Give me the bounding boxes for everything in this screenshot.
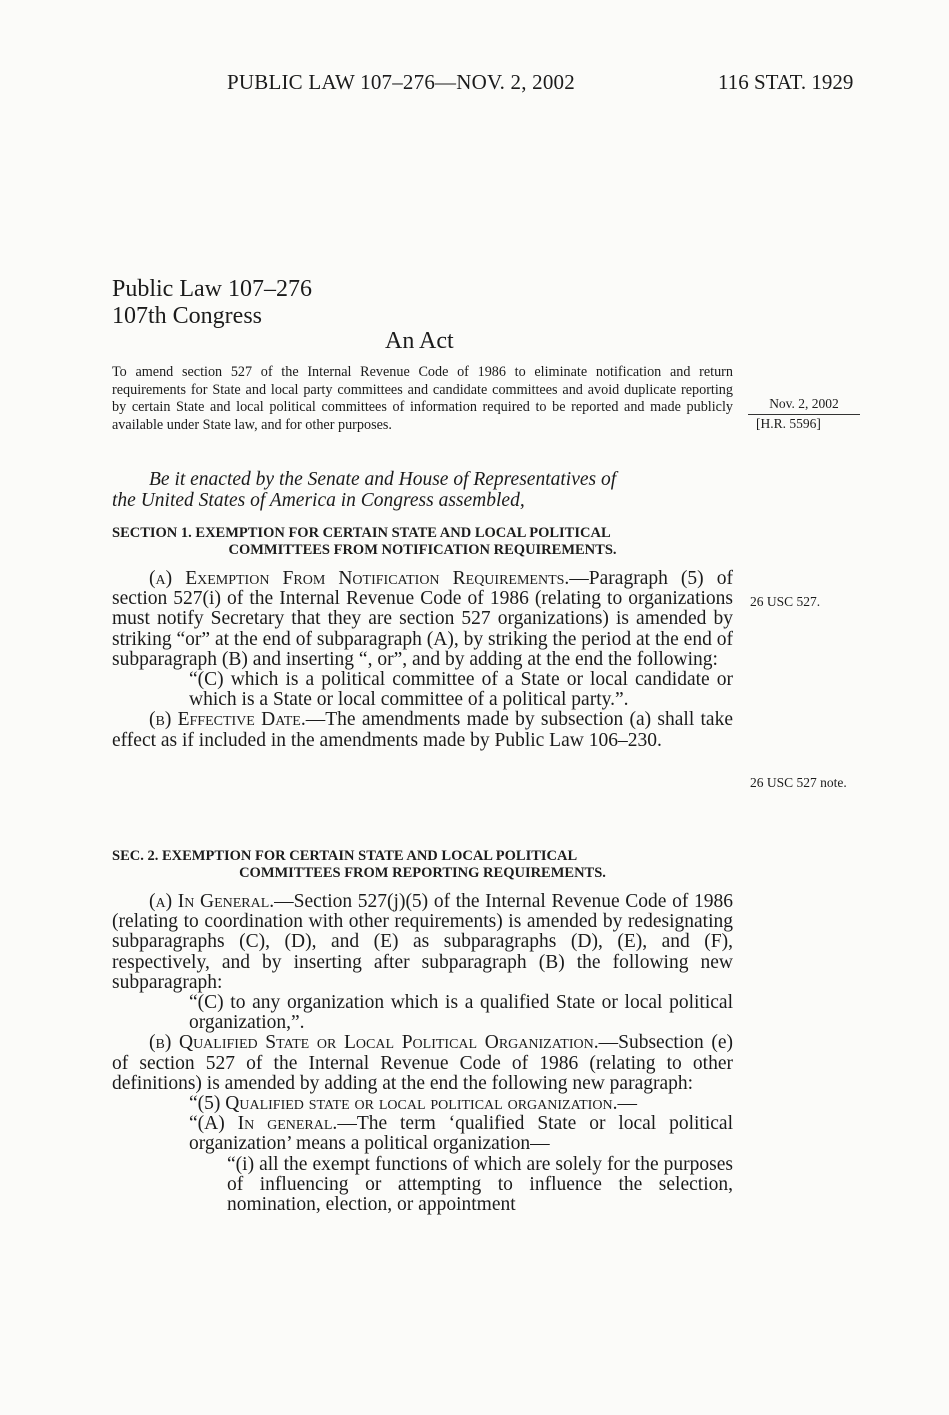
section-heading-line: COMMITTEES FROM NOTIFICATION REQUIREMENTS. [228,542,617,558]
enacting-clause-line: the United States of America in Congress assembled, [112,490,525,511]
subsection-text: —The amendments made by subsection (a) shall take effect as if included in the amendments made by Public Law 106–230. [112,709,733,751]
subsection-a [112,892,733,993]
section-1-heading [112,525,733,559]
public-law-number: Public Law 107–276 [112,276,312,302]
running-header-left: PUBLIC LAW 107–276—NOV. 2, 2002 [227,70,575,94]
subsection-a [112,569,733,670]
subsection-caption: (a) In General. [149,891,275,912]
subsection-caption: (b) Qualified State or Local Political Organization. [149,1032,599,1054]
section-2-heading [112,848,733,882]
subsection-b [112,1033,733,1094]
section-heading-line: COMMITTEES FROM REPORTING REQUIREMENTS. [239,865,606,881]
enacting-clause-line: Be it enacted by the Senate and House of Representatives of [149,469,617,490]
subparagraph-text: —The term ‘qualified State or local political organization’ means a political organization— [189,1113,734,1155]
enacting-clause [112,469,732,511]
bill-number-note: [H.R. 5596] [756,416,821,431]
quoted-clause-i: “(i) all the exempt functions of which are solely for the purposes of influencing or attempting to influence the selection, nomination, election, or appointment [227,1153,733,1216]
subsection-b [112,710,733,750]
usc-citation-note: 26 USC 527. [750,594,821,609]
quoted-paragraph-5: “(5) Qualified state or local political organization.— [189,1093,637,1115]
section-heading-line: SECTION 1. EXEMPTION FOR CERTAIN STATE AND LOCAL POLITICAL [112,525,611,541]
act-title: An Act [385,328,454,354]
subsection-caption: (b) Effective Date. [149,709,306,731]
subparagraph-caption: “(A) In general. [189,1113,338,1135]
running-header-page: 116 STAT. 1929 [718,70,854,94]
margin-divider [748,414,860,415]
subsection-text: —Paragraph (5) of section 527(i) of the Internal Revenue Code of 1986 (relating to organizations must notify Secretary that they are section 527 organizations) is amended by striking “or” at the end of subparagraph (A), by striking the period at the end of subparagraph (B) and inserting “, or”, and by adding at the end the following: [112,568,734,670]
enactment-date-note: Nov. 2, 2002 [769,396,839,411]
section-1-body [112,569,733,751]
subsection-caption: (a) Exemption From Notification Requirements. [149,568,570,589]
usc-citation-note: 26 USC 527 note. [750,775,847,790]
section-2-body [112,892,733,1215]
section-heading-line: SEC. 2. EXEMPTION FOR CERTAIN STATE AND LOCAL POLITICAL [112,848,578,864]
congress-number: 107th Congress [112,303,262,329]
subsection-text: —Subsection (e) of section 527 of the Internal Revenue Code of 1986 (relating to other definitions) is amended by adding at the end the following new paragraph: [112,1032,734,1094]
quoted-subparagraph: “(C) which is a political committee of a State or local candidate or which is a State or local committee of a political party.”. [189,669,733,711]
purpose-statement: To amend section 527 of the Internal Revenue Code of 1986 to eliminate notification and return requirements for State and local party committees and candidate committees and avoid duplicate reporting by certain State and local political committees of information required to be reported and made publicly available under State law, and for other purposes. [112,364,733,433]
law-designation [112,276,312,330]
quoted-subparagraph: “(C) to any organization which is a qualified State or local political organization,”. [189,992,733,1034]
quoted-subparagraph-a [112,1114,733,1154]
subsection-text: —Section 527(j)(5) of the Internal Revenue Code of 1986 (relating to coordination with other requirements) is amended by redesignating subparagraphs (C), (D), and (E) as subparagraphs (D), (E), and (F), respectively, and by inserting after subparagraph (B) the following new subparagraph: [112,891,733,993]
